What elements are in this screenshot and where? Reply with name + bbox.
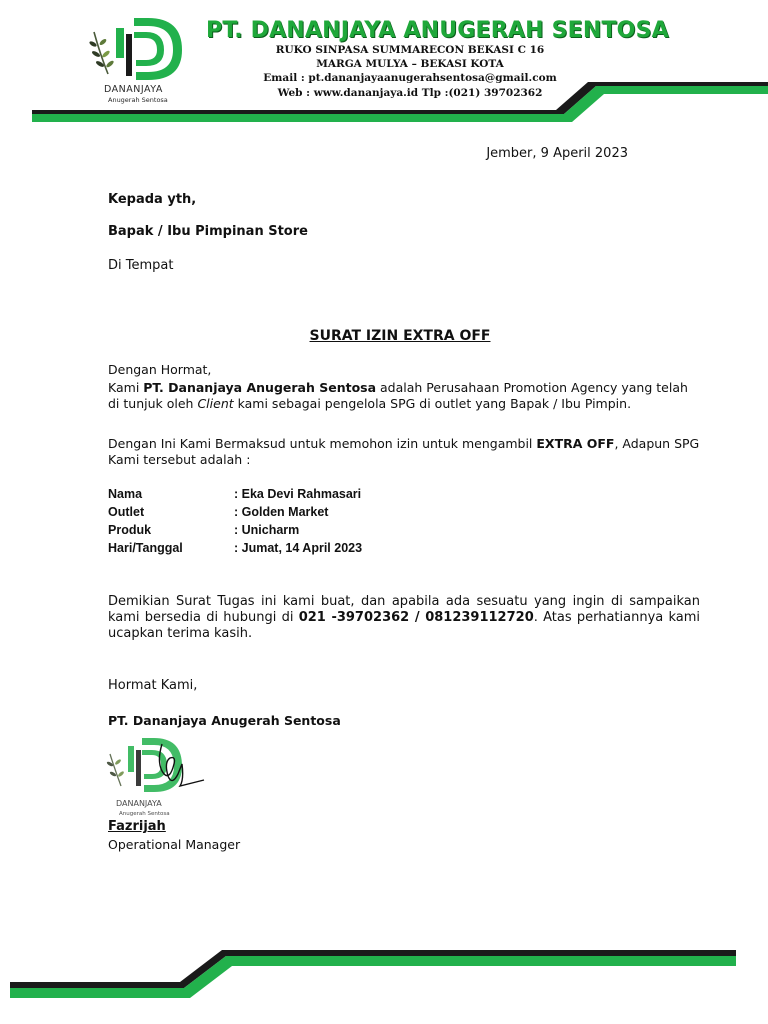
para1-text-a: Kami	[108, 380, 144, 395]
para2-text-a: Dengan Ini Kami Bermaksud untuk memohon izin untuk mengambil	[108, 436, 537, 451]
leaf-sprig-icon	[89, 32, 115, 74]
stamp-logo-subtext: Anugerah Sentosa	[119, 811, 170, 817]
para1-company: PT. Dananjaya Anugerah Sentosa	[143, 380, 377, 395]
detail-label: Nama	[108, 487, 143, 501]
footer-divider-bar	[0, 944, 768, 1004]
web-phone-line: Web : www.dananjaya.id Tlp :(021) 39702362	[277, 87, 543, 99]
address-line-2: MARGA MULYA – BEKASI KOTA	[316, 58, 504, 70]
recipient-place: Di Tempat	[108, 258, 174, 273]
para1-client: Client	[197, 396, 234, 411]
detail-row-date	[108, 541, 362, 559]
detail-label: Produk	[108, 523, 152, 537]
detail-value: : Unicharm	[234, 523, 300, 537]
paragraph-intro	[108, 380, 700, 412]
paragraph-closing	[108, 594, 700, 642]
email-line: Email : pt.dananjayaanugerahsentosa@gmail.com	[263, 72, 557, 84]
stamp-logo-text: DANANJAYA	[116, 799, 162, 808]
regards: Hormat Kami,	[108, 678, 198, 693]
detail-row-name	[108, 487, 362, 505]
detail-value: : Eka Devi Rahmasari	[234, 487, 362, 501]
detail-label: Hari/Tanggal	[108, 541, 183, 555]
logo-text: DANANJAYA	[104, 84, 163, 95]
para2-extra-off: EXTRA OFF	[536, 436, 615, 451]
letter-d-icon	[116, 18, 182, 80]
letter-date: Jember, 9 Aperil 2023	[486, 146, 628, 161]
detail-value: : Golden Market	[234, 505, 329, 519]
company-name: PT. DANANJAYA ANUGERAH SENTOSA	[206, 18, 669, 43]
detail-label: Outlet	[108, 505, 145, 519]
paragraph-request	[108, 436, 700, 468]
sender-company: PT. Dananjaya Anugerah Sentosa	[108, 713, 341, 728]
letter-title: SURAT IZIN EXTRA OFF	[309, 328, 491, 344]
stamp-logo-icon	[106, 738, 182, 817]
recipient-greeting: Kepada yth,	[108, 192, 197, 207]
signer-role: Operational Manager	[108, 837, 241, 852]
salutation: Dengan Hormat,	[108, 362, 212, 377]
logo-subtext: Anugerah Sentosa	[108, 96, 168, 104]
signer-name: Fazrijah	[108, 819, 166, 834]
para1-text-c: kami sebagai pengelola SPG di outlet yang Bapak / Ibu Pimpin.	[233, 396, 632, 411]
closing-phone: 021 -39702362 / 081239112720	[298, 610, 534, 625]
detail-row-outlet	[108, 505, 362, 523]
header-divider-bar	[0, 76, 768, 124]
closing-text-b: . Atas perhatiannya kami ucapkan terima kasih.	[108, 610, 700, 641]
closing-text-a: Demikian Surat Tugas ini kami buat, dan apabila ada sesuatu yang ingin di sampaikan kami bersedia di hubungi di	[108, 594, 700, 625]
recipient: Bapak / Ibu Pimpinan Store	[108, 224, 308, 239]
para1-text-b: adalah Perusahaan Promotion Agency yang telah di tunjuk oleh	[108, 380, 688, 411]
employee-details	[108, 487, 362, 559]
detail-value: : Jumat, 14 April 2023	[234, 541, 363, 555]
para2-text-b: , Adapun SPG Kami tersebut adalah :	[108, 436, 700, 467]
signature-stamp	[104, 734, 214, 820]
address-line-1: RUKO SINPASA SUMMARECON BEKASI C 16	[275, 44, 545, 56]
handwritten-signature-icon	[159, 744, 204, 786]
detail-row-product	[108, 523, 362, 541]
